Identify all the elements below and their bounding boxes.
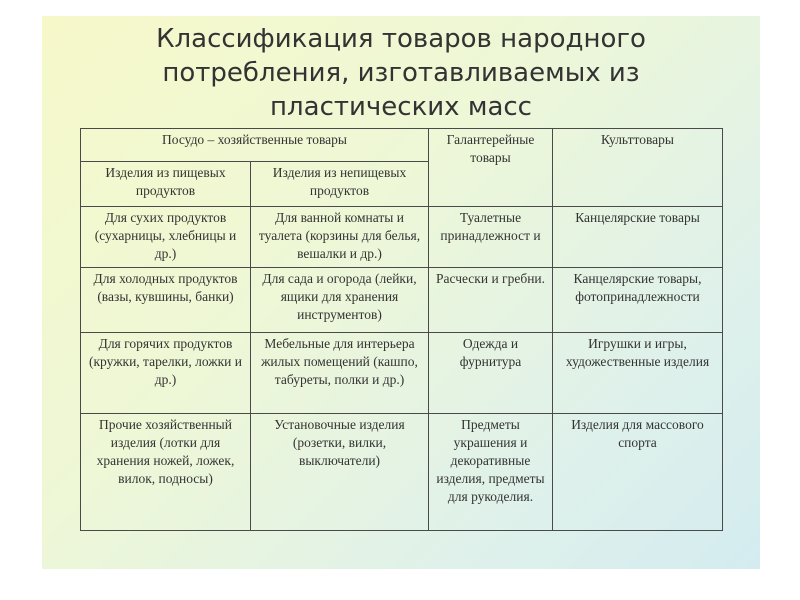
subheader-food: Изделия из пищевых продуктов <box>81 162 251 207</box>
table-cell: Туалетные принадлежност и <box>429 207 553 268</box>
header-cultural-goods: Культтовары <box>553 129 723 207</box>
table-cell: Прочие хозяйственный изделия (лотки для хранения ножей, ложек, вилок, подносы) <box>81 414 251 531</box>
table-row <box>81 414 723 531</box>
table-cell: Для сухих продуктов (сухарницы, хлебницы и др.) <box>81 207 251 268</box>
table-row <box>81 333 723 414</box>
slide-title <box>42 22 760 124</box>
table-row <box>81 268 723 333</box>
title-line-3: пластических масс <box>270 92 532 122</box>
header-haberdashery: Галантерейные товары <box>429 129 553 207</box>
table-header-row <box>81 129 723 162</box>
title-line-2: потребления, изготавливаемых из <box>162 58 640 88</box>
table-cell: Изделия для массового спорта <box>553 414 723 531</box>
table-cell: Установочные изделия (розетки, вилки, выключатели) <box>251 414 429 531</box>
table-cell: Канцелярские товары, фотопринадлежности <box>553 268 723 333</box>
subheader-nonfood: Изделия из непищевых продуктов <box>251 162 429 207</box>
slide-background <box>42 16 760 569</box>
title-line-1: Классификация товаров народного <box>156 24 646 54</box>
table-cell: Для ванной комнаты и туалета (корзины для белья, вешалки и др.) <box>251 207 429 268</box>
table-cell: Канцелярские товары <box>553 207 723 268</box>
table-cell: Предметы украшения и декоративные изделия, предметы для рукоделия. <box>429 414 553 531</box>
table-cell: Игрушки и игры, художественные изделия <box>553 333 723 414</box>
classification-table <box>80 128 723 531</box>
table-row <box>81 207 723 268</box>
table-cell: Одежда и фурнитура <box>429 333 553 414</box>
table-cell: Для сада и огорода (лейки, ящики для хранения инструментов) <box>251 268 429 333</box>
header-household-goods: Посудо – хозяйственные товары <box>81 129 429 162</box>
table-cell: Для холодных продуктов (вазы, кувшины, банки) <box>81 268 251 333</box>
table-cell: Расчески и гребни. <box>429 268 553 333</box>
table-cell: Для горячих продуктов (кружки, тарелки, ложки и др.) <box>81 333 251 414</box>
table-cell: Мебельные для интерьера жилых помещений (кашпо, табуреты, полки и др.) <box>251 333 429 414</box>
